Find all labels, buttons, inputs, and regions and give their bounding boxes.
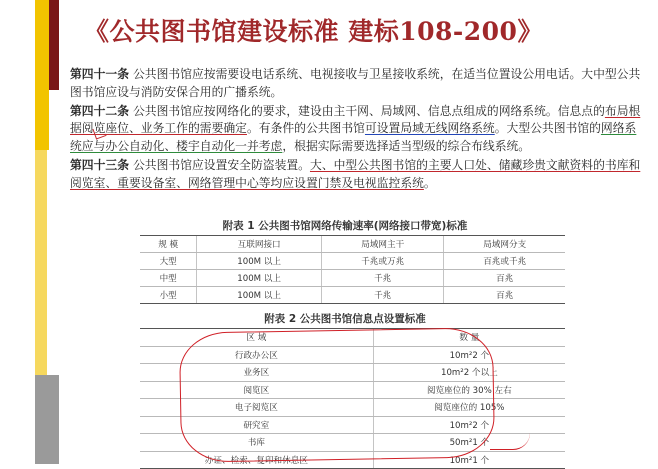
table-row <box>140 451 565 469</box>
table-cell: 百兆 <box>444 270 565 287</box>
table-cell: 50m²1 个 <box>373 434 565 452</box>
table-cell: 100M 以上 <box>197 287 322 304</box>
table-cell: 百兆或千兆 <box>444 253 565 270</box>
table-header-cell: 局域网主干 <box>321 236 443 253</box>
clause-paragraph <box>70 66 648 102</box>
underlined-clause-text: 可设置局域无线网络系统 <box>364 121 495 136</box>
table-header-cell: 规 模 <box>140 236 197 253</box>
clause-paragraph <box>70 157 648 193</box>
table-cell: 千兆 <box>321 270 443 287</box>
table-header-cell: 互联网接口 <box>197 236 322 253</box>
underlined-clause-text: 大、中型公共图书馆的主要人口处、储藏珍贵文献资料的书库和阅览室、重要设备室、网络管理中心等均应设置门禁及电视监控系统 <box>70 157 641 190</box>
clause-text: 公共图书馆应按需要设电话系统、电视接收与卫星接收系统，在适当位置设公用电话。大中型公共图书馆应设与消防安保合用的广播系统。 <box>70 67 641 99</box>
clause-text: 公共图书馆应按网络化的要求，建设由主干网、局域网、信息点组成的网络系统。信息点的 <box>133 103 605 118</box>
decorative-gray-block <box>35 375 59 464</box>
decorative-yellow-bar <box>35 0 49 150</box>
clause-number: 第四十一条 <box>70 67 129 81</box>
table-cell: 阅览座位的 105% <box>373 399 565 417</box>
table-cell: 电子阅览区 <box>140 399 373 417</box>
table-cell: 业务区 <box>140 364 373 382</box>
table-cell: 百兆 <box>444 287 565 304</box>
clause-list <box>70 66 648 194</box>
table-cell: 10m²1 个 <box>373 451 565 469</box>
table-cell: 办证、检索、复印和休息区 <box>140 451 373 469</box>
table-row <box>140 270 565 287</box>
table-row <box>140 287 565 304</box>
table-row <box>140 416 565 434</box>
table-row <box>140 364 565 382</box>
table-cell: 千兆 <box>321 287 443 304</box>
table-cell: 10m²2 个以上 <box>373 364 565 382</box>
decorative-darkred-bar <box>49 0 59 90</box>
table-cell: 阅览区 <box>140 381 373 399</box>
table-header-cell: 局域网分支 <box>444 236 565 253</box>
table-cell: 中型 <box>140 270 197 287</box>
table2-title: 附表 2 公共图书馆信息点设置标准 <box>264 313 426 325</box>
table-cell: 大型 <box>140 253 197 270</box>
table-cell: 研究室 <box>140 416 373 434</box>
table-cell: 小型 <box>140 287 197 304</box>
table-header-cell: 数 量 <box>373 329 565 347</box>
table-row <box>140 346 565 364</box>
table-cell: 10m²2 个 <box>373 416 565 434</box>
underlined-clause-text: 布局根据阅览座位、业务工作的需要确定 <box>70 103 641 136</box>
slide-title: 《公共图书馆建设标准 建标108-200》 <box>84 17 543 46</box>
underlined-clause-text: 网络系统应与办公自动化、楼宇自动化一并考虑 <box>70 121 637 154</box>
table-cell: 行政办公区 <box>140 346 373 364</box>
table-row <box>140 253 565 270</box>
table-cell: 10m²2 个 <box>373 346 565 364</box>
table-row <box>140 381 565 399</box>
clause-text: ，根据实际需要选择适当型级的综合布线系统。 <box>282 139 531 154</box>
clause-paragraph <box>70 103 648 156</box>
network-speed-table <box>140 235 565 304</box>
table-header-row <box>140 236 565 253</box>
table1-title: 附表 1 公共图书馆网络传输速率(网络接口带宽)标准 <box>222 220 468 232</box>
table-header-row <box>140 329 565 347</box>
table-header-cell: 区 域 <box>140 329 373 347</box>
table-cell: 书库 <box>140 434 373 452</box>
clause-number: 第四十三条 <box>70 157 129 172</box>
table-cell: 千兆或万兆 <box>321 253 443 270</box>
table-row <box>140 399 565 417</box>
clause-text: 。 <box>423 175 436 190</box>
clause-text: 。有条件的公共图书馆 <box>246 121 365 136</box>
table-cell: 100M 以上 <box>197 253 322 270</box>
table-cell: 阅览座位的 30% 左右 <box>373 381 565 399</box>
clause-text: 。大型公共图书馆的 <box>494 121 601 136</box>
clause-number: 第四十二条 <box>70 103 129 118</box>
clause-text: 公共图书馆应设置安全防盗装置。 <box>133 157 310 172</box>
table-cell: 100M 以上 <box>197 270 322 287</box>
